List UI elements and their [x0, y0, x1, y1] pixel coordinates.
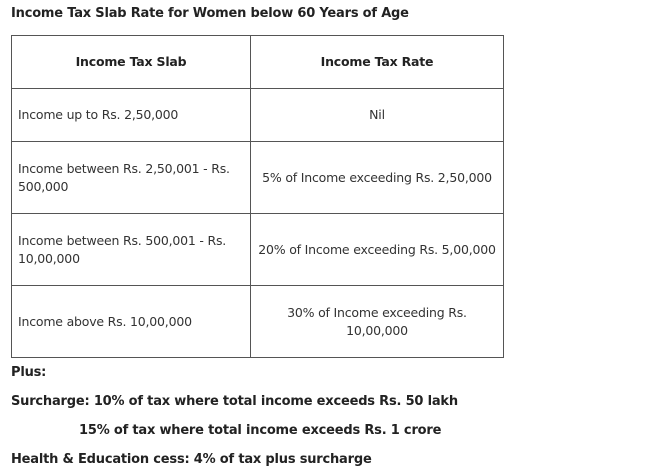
- tax-slab-table: [11, 35, 504, 358]
- column-header-rate: Income Tax Rate: [251, 36, 504, 89]
- slab-cell: Income between Rs. 500,001 - Rs. 10,00,000: [12, 214, 251, 286]
- slab-cell: Income above Rs. 10,00,000: [12, 286, 251, 358]
- table-row: [12, 214, 504, 286]
- surcharge-line: Surcharge: 10% of tax where total income exceeds Rs. 50 lakh: [11, 394, 458, 409]
- page-title: Income Tax Slab Rate for Women below 60 Years of Age: [11, 6, 409, 21]
- table-row: [12, 89, 504, 142]
- plus-label: Plus:: [11, 365, 47, 380]
- cess-line: Health & Education cess: 4% of tax plus surcharge: [11, 452, 372, 467]
- table-row: [12, 286, 504, 358]
- rate-cell: Nil: [251, 89, 504, 142]
- slab-cell: Income up to Rs. 2,50,000: [12, 89, 251, 142]
- table-row: [12, 142, 504, 214]
- slab-cell: Income between Rs. 2,50,001 - Rs. 500,000: [12, 142, 251, 214]
- column-header-slab: Income Tax Slab: [12, 36, 251, 89]
- rate-cell: 20% of Income exceeding Rs. 5,00,000: [251, 214, 504, 286]
- surcharge-line-secondary: 15% of tax where total income exceeds Rs. 1 crore: [79, 423, 442, 438]
- table-header-row: [12, 36, 504, 89]
- rate-cell: 30% of Income exceeding Rs. 10,00,000: [251, 286, 504, 358]
- rate-cell: 5% of Income exceeding Rs. 2,50,000: [251, 142, 504, 214]
